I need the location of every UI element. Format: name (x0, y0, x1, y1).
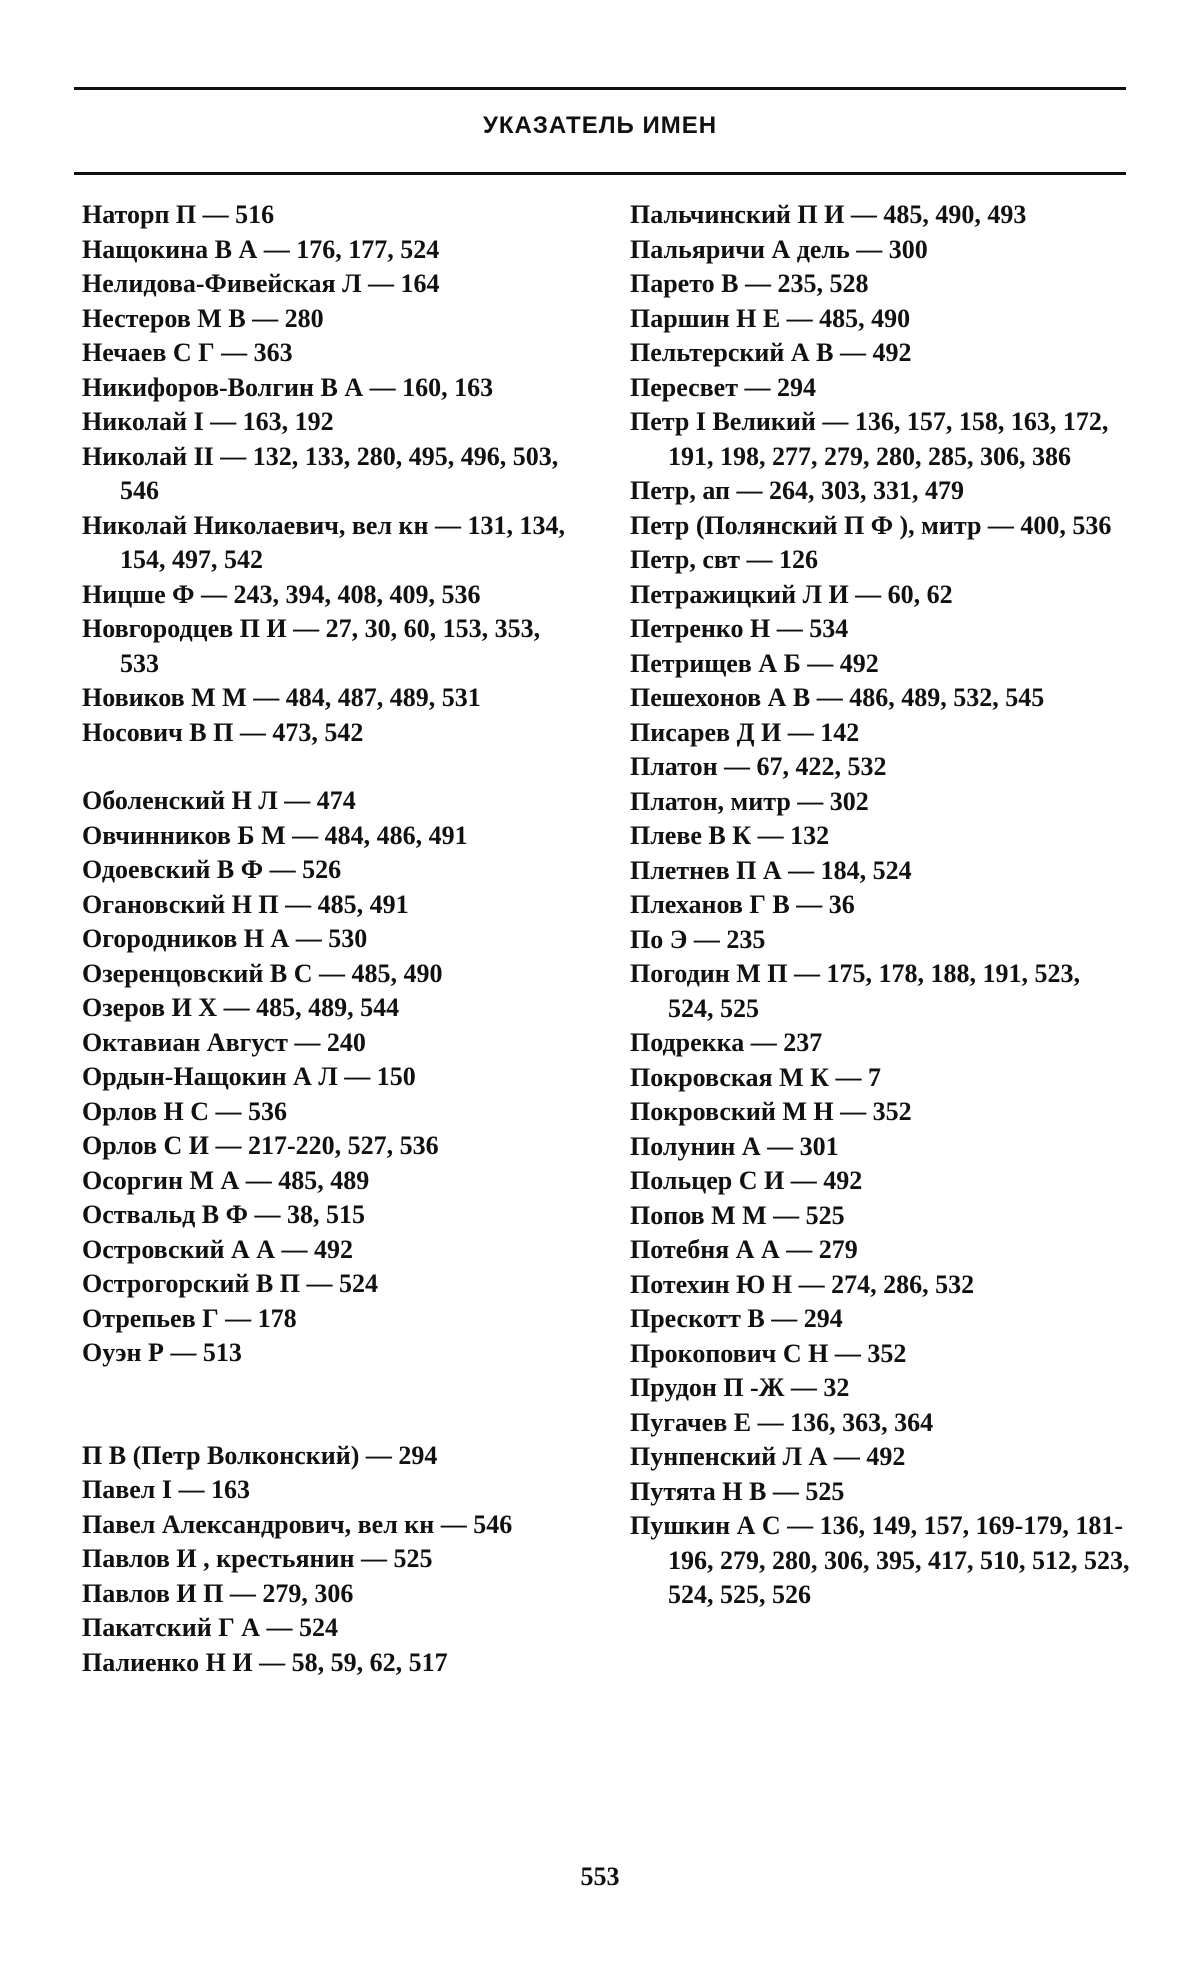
index-entry: Павел I — 163 (82, 1475, 251, 1504)
index-entry: Пунпенский Л А — 492 (630, 1442, 906, 1471)
index-entry: Плеве В К — 132 (630, 821, 830, 850)
index-entry: Петражицкий Л И — 60, 62 (630, 579, 953, 609)
index-entry: Наторп П — 516 (82, 200, 275, 229)
index-entry: Огородников Н А — 530 (82, 924, 368, 953)
index-entry: Пугачев Е — 136, 363, 364 (630, 1407, 934, 1437)
index-entry: Палиенко Н И — 58, 59, 62, 517 (82, 1647, 448, 1677)
index-entry: Огановский Н П — 485, 491 (82, 889, 409, 919)
index-entry: Покровский М Н — 352 (630, 1097, 912, 1126)
index-entry: Платон, митр — 302 (630, 786, 869, 816)
index-entry: Петр, ап — 264, 303, 331, 479 (630, 476, 964, 505)
index-entry: Петр, свт — 126 (630, 545, 819, 574)
index-column-left (82, 198, 578, 1680)
index-entry: Пешехонов А В — 486, 489, 532, 545 (630, 683, 1045, 712)
index-entry: Плетнев П А — 184, 524 (630, 855, 912, 885)
index-entry: Никифоров-Волгин В А — 160, 163 (82, 372, 494, 402)
index-entry: Николай II — 132, 133, 280, 495, 496, 503, 546 (82, 441, 559, 505)
index-entry: Платон — 67, 422, 532 (630, 752, 887, 781)
index-entry: Попов М М — 525 (630, 1200, 845, 1230)
index-entry: П В (Петр Волконский) — 294 (82, 1440, 438, 1470)
index-entry: Паршин Н Е — 485, 490 (630, 303, 911, 333)
index-entry: Пересвет — 294 (630, 372, 816, 402)
index-entry: Одоевский В Ф — 526 (82, 855, 342, 884)
index-entry: Путята Н В — 525 (630, 1476, 845, 1506)
index-entry: Прудон П -Ж — 32 (630, 1373, 850, 1402)
index-entry: Нестеров М В — 280 (82, 303, 324, 333)
index-entry: Орлов Н С — 536 (82, 1096, 288, 1126)
index-entry: Павел Александрович, вел кн — 546 (82, 1509, 513, 1539)
index-section-gap (82, 1371, 578, 1439)
index-entry: Озеров И Х — 485, 489, 544 (82, 993, 400, 1022)
index-entry: Писарев Д И — 142 (630, 717, 860, 747)
index-entry: Польцер С И — 492 (630, 1166, 863, 1195)
index-entry: Прескотт В — 294 (630, 1304, 843, 1333)
index-entry: Орлов С И — 217-220, 527, 536 (82, 1131, 439, 1160)
index-entry: Полунин А — 301 (630, 1131, 839, 1161)
index-entry: Потебня А А — 279 (630, 1235, 858, 1264)
index-entry: Прокопович С Н — 352 (630, 1338, 907, 1368)
index-entry: Пальчинский П И — 485, 490, 493 (630, 200, 1027, 229)
index-entry: Павлов И , крестьянин — 525 (82, 1544, 433, 1573)
index-entry: Нечаев С Г — 363 (82, 338, 293, 367)
index-entry: Оуэн Р — 513 (82, 1338, 242, 1367)
index-section-gap (82, 750, 578, 784)
index-entry: Плеханов Г В — 36 (630, 890, 855, 919)
index-entry: Пушкин А С — 136, 149, 157, 169-179, 181-196, 279, 280, 306, 395, 417, 510, 512, 523, 524, 525, 526 (630, 1511, 1130, 1609)
index-entry: Оболенский Н Л — 474 (82, 786, 356, 815)
index-entry: Новиков М М — 484, 487, 489, 531 (82, 683, 481, 712)
index-entry: Нелидова-Фивейская Л — 164 (82, 269, 440, 298)
index-entry: Ордын-Нащокин А Л — 150 (82, 1062, 416, 1091)
index-entry: Петр (Полянский П Ф ), митр — 400, 536 (630, 510, 1112, 540)
index-entry: Октавиан Август — 240 (82, 1027, 366, 1057)
index-entry: Петр I Великий — 136, 157, 158, 163, 172, 191, 198, 277, 279, 280, 285, 306, 386 (630, 407, 1109, 471)
index-entry: Новгородцев П И — 27, 30, 60, 153, 353, 533 (82, 614, 541, 678)
index-entry: Николай I — 163, 192 (82, 407, 334, 436)
index-entry: Погодин М П — 175, 178, 188, 191, 523, 524, 525 (630, 959, 1081, 1023)
index-entry: Носович В П — 473, 542 (82, 717, 364, 747)
index-entry: Пельтерский А В — 492 (630, 338, 912, 367)
header-top-rule (74, 87, 1126, 90)
index-entry: Ницше Ф — 243, 394, 408, 409, 536 (82, 579, 481, 609)
index-entry: Пакатский Г А — 524 (82, 1613, 339, 1642)
index-entry: Овчинников Б М — 484, 486, 491 (82, 820, 468, 850)
index-entry: Осоргин М А — 485, 489 (82, 1165, 370, 1195)
index-entry: Потехин Ю Н — 274, 286, 532 (630, 1269, 975, 1299)
page-number: 553 (580, 1862, 620, 1891)
index-entry: Петренко Н — 534 (630, 614, 849, 643)
page-header-title: УКАЗАТЕЛЬ ИМЕН (482, 112, 718, 139)
index-entry: Озеренцовский В С — 485, 490 (82, 958, 443, 988)
index-column-right (630, 198, 1130, 1613)
index-entry: По Э — 235 (630, 924, 766, 954)
index-entry: Николай Николаевич, вел кн — 131, 134, 154, 497, 542 (82, 510, 566, 574)
index-entry: Парето В — 235, 528 (630, 269, 869, 298)
index-entry: Пальяричи А дель — 300 (630, 234, 928, 264)
index-entry: Острогорский В П — 524 (82, 1269, 378, 1298)
index-entry: Отрепьев Г — 178 (82, 1303, 297, 1333)
index-entry: Петрищев А Б — 492 (630, 648, 879, 678)
index-entry: Островский А А — 492 (82, 1234, 354, 1264)
index-entry: Нащокина В А — 176, 177, 524 (82, 234, 440, 264)
header-bottom-rule (74, 172, 1126, 175)
index-entry: Оствальд В Ф — 38, 515 (82, 1200, 365, 1229)
index-entry: Подрекка — 237 (630, 1028, 823, 1057)
index-entry: Павлов И П — 279, 306 (82, 1578, 354, 1608)
index-entry: Покровская М К — 7 (630, 1062, 881, 1092)
